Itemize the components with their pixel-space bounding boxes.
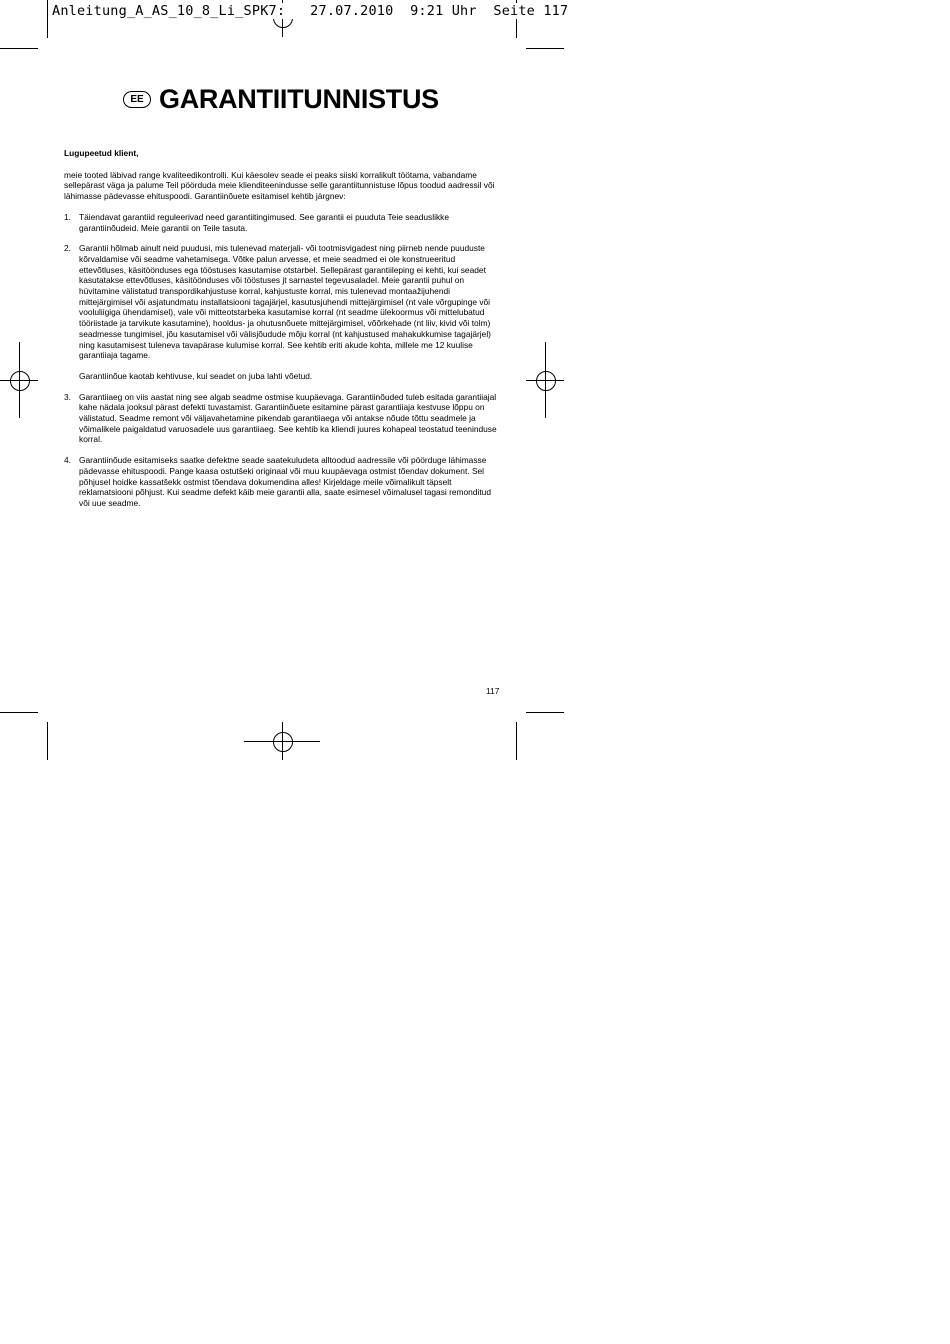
greeting: Lugupeetud klient,: [64, 148, 139, 158]
item-text: Garantiinõude esitamiseks saatke defektne seade saatekuludeta alltoodud aadressile või pöörduge lähimasse pädevasse ehituspoodi. Pange kaasa ostutšeki originaal või muu kuupäevaga ostmist tõendav dokument. Sel põhjusel hoidke kassatšekk ostmist tõendava dokumendina alles! Kirjeldage meile võimalikult täpselt reklamatsiooni põhjust. Kui seadme defekt käib meie garantii alla, saate esimesel võimalusel tagasi remonditud või uue seadme.: [79, 455, 491, 508]
page-number: 117: [486, 686, 500, 696]
item-number: 1.: [64, 211, 71, 222]
country-badge: EE: [123, 91, 151, 108]
page-title: [123, 84, 439, 115]
item-number: 3.: [64, 391, 71, 402]
list-item: [64, 243, 504, 381]
list-item: [64, 455, 504, 509]
item-text: Garantiiaeg on viis aastat ning see algab seadme ostmise kuupäevaga. Garantiinõuded tuleb esitada garantiiajal kahe nädala jooksul pärast defekti tuvastamist. Garantiinõuete esitamine pärast garantiiaja kestvuse lõppu on välistatud. Seadme remont või väljavahetamine pikendab garantiiaega või antakse nõude tõttu seadmele ja võimalikele paigaldatud varuosadele uus garantiiaeg. See kehtib ka kliendi juures kohapeal teostatud teeninduse korral.: [79, 391, 497, 445]
warranty-terms-list: [64, 212, 504, 509]
list-item: [64, 392, 504, 446]
item-text: Täiendavat garantiid reguleerivad need garantiitingimused. See garantii ei puuduta Teie seaduslikke garantiinõudeid. Meie garantii on Teile tasuta.: [79, 211, 449, 233]
title-text: GARANTIITUNNISTUS: [159, 84, 439, 114]
item-number: 4.: [64, 455, 71, 466]
item-number: 2.: [64, 243, 71, 254]
list-item: [64, 212, 504, 233]
item-note: Garantiinõue kaotab kehtivuse, kui seadet on juba lahti võetud.: [79, 370, 313, 381]
print-slug: Anleitung_A_AS_10_8_Li_SPK7: 27.07.2010 9:21 Uhr Seite 117: [52, 3, 569, 19]
document-body: [64, 148, 504, 519]
item-text: Garantii hõlmab ainult neid puudusi, mis tulenevad materjali- või tootmisvigadest ning piirneb nende puuduste kõrvaldamise või seadme vahetamisega. Võtke palun arvesse, et meie seadmed ei ole konstrueeritud ettevõtluses, käsitöönduses ega tööstuses kasutamise otstarbel. Sellepärast garantiileping ei kehti, kui seadet kasutatakse ettevõtluses, käsitöönduses või tööstuses jt sarnastel tegevusaladel. Meie garantii puhul on hüvitamine välistatud transpordikahjustuse korral, kahjustuste korral, mis tulenevad montaažijuhendi mittejärgimisel või asjatundmatu installatsiooni tagajärjel, kasutusjuhendi mittejärgimisel (nt vale võrgupinge või vooluliigiga ühendamisel), vale või mitteotstarbeka kasutamise korral (nt seadme ülekoormus või mittelubatud tööriistade ja tarvikute kasutamine), hooldus- ja ohutusnõuete mittejärgimisel, võõrkehade (nt liiv, kivid või tolm) seadmesse tungimisel, jõu kasutamisel või välisjõudude mõju korral (nt kahjustused mahakukkumise tagajärjel) ning kasutamisest tuleneva tavapärase kulumise korral. See kehtib eriti akude kohta, millele me 12 kuulise garantiiaja tagame.: [79, 243, 491, 361]
intro-paragraph: meie tooted läbivad range kvaliteedikontrolli. Kui käesolev seade ei peaks siiski korralikult töötama, vabandame sellepärast väga ja palume Teil pöörduda meie klienditeenindusse selle garantiitunnistuse lõpus toodud aadressil või lähimasse pädevasse ehituspoodi. Garantiinõuete esitamisel kehtib järgnev:: [64, 169, 495, 202]
